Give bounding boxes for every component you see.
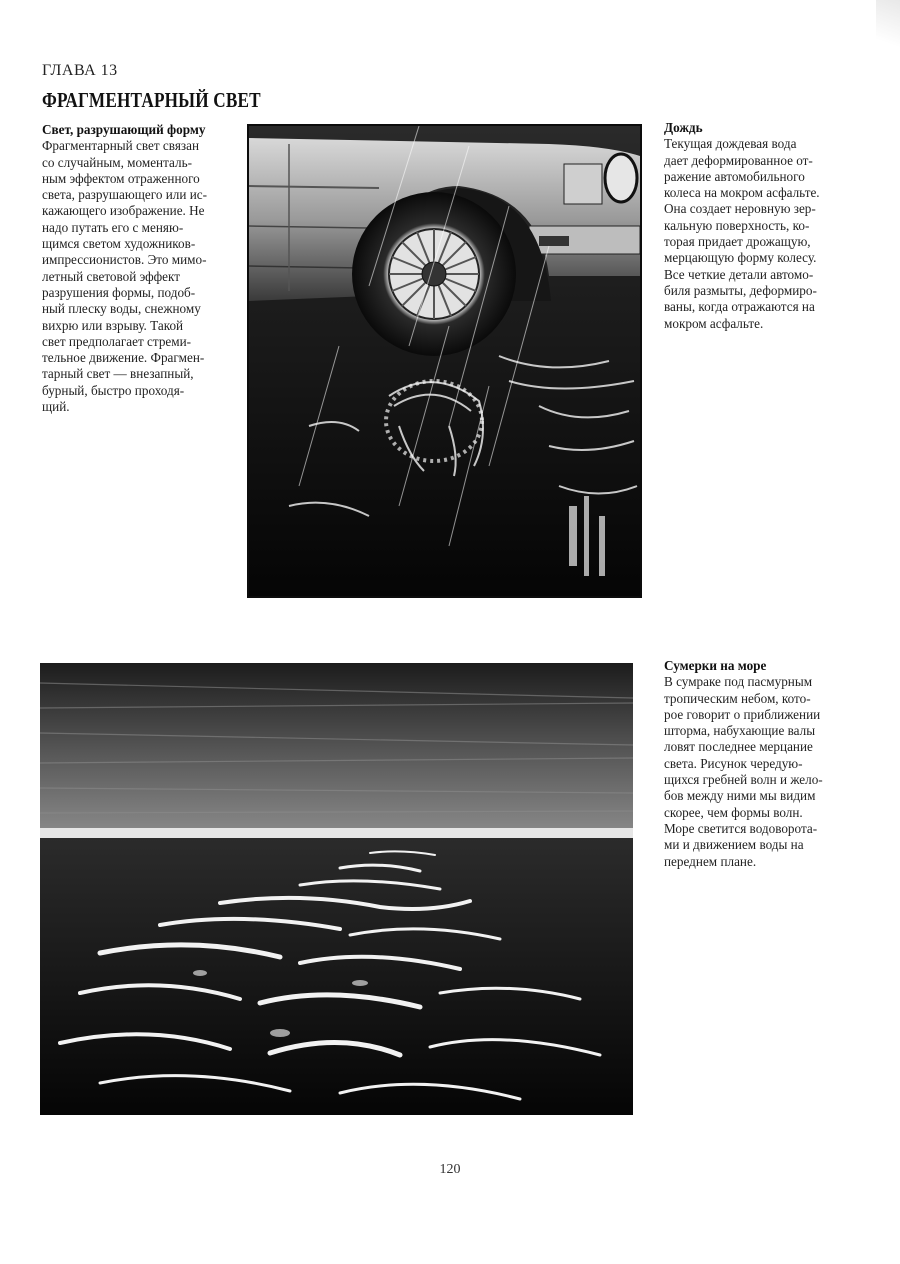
sea-line: ми и движением воды на xyxy=(664,837,804,853)
rain-line: Все четкие детали автомо- xyxy=(664,266,814,282)
sea-line: Море светится водоворота- xyxy=(664,820,818,836)
rain-line: колеса на мокром асфальте. xyxy=(664,185,820,201)
rain-line: ражение автомобильного xyxy=(664,168,805,184)
intro-line: ный плеску воды, снежному xyxy=(42,301,201,317)
chapter-title: ФРАГМЕНТАРНЫЙ СВЕТ xyxy=(42,88,261,112)
intro-line: свет предполагает стреми- xyxy=(42,333,192,349)
rain-line: мокром асфальте. xyxy=(664,315,764,331)
intro-line: со случайным, моменталь- xyxy=(42,154,192,170)
rain-line: торая придает дрожащую, xyxy=(664,234,811,250)
rain-line: дает деформированное от- xyxy=(664,152,813,168)
intro-line: тельное движение. Фрагмен- xyxy=(42,350,205,366)
rain-line: ваны, когда отражаются на xyxy=(664,299,815,315)
chapter-label: ГЛАВА 13 xyxy=(42,62,118,79)
intro-heading: Свет, разрушающий форму xyxy=(42,122,206,137)
rain-line: Она создает неровную зер- xyxy=(664,201,816,217)
intro-line: щимся светом художников- xyxy=(42,236,196,252)
intro-line: вихрю или взрыву. Такой xyxy=(42,317,184,333)
rain-line: мерцающую форму колесу. xyxy=(664,250,817,266)
sea-text-block xyxy=(664,658,864,870)
page-edge-shade xyxy=(876,0,900,60)
sea-heading: Сумерки на море xyxy=(664,658,767,673)
page-number: 120 xyxy=(439,1162,461,1177)
sea-twilight-illustration xyxy=(40,663,633,1115)
rain-text-block xyxy=(664,120,864,332)
intro-line: разрушения формы, подоб- xyxy=(42,284,196,300)
sea-line: света. Рисунок чередую- xyxy=(664,755,803,771)
intro-line: кажающего изображение. Не xyxy=(42,203,205,219)
intro-line: тарный свет — внезапный, xyxy=(42,366,194,382)
rain-line: кальную поверхность, ко- xyxy=(664,217,810,233)
rain-heading: Дождь xyxy=(664,120,703,135)
intro-line: импрессионистов. Это мимо- xyxy=(42,252,207,268)
rain-car-illustration xyxy=(247,124,642,598)
rain-line: биля размыты, деформиро- xyxy=(664,282,817,298)
sea-line: рое говорит о приближении xyxy=(664,706,821,722)
sea-line: шторма, набухающие валы xyxy=(664,723,816,739)
sea-line: щихся гребней волн и жело- xyxy=(664,772,823,788)
sea-line: переднем плане. xyxy=(664,853,757,869)
sea-line: бов между ними мы видим xyxy=(664,788,816,804)
sea-line: ловят последнее мерцание xyxy=(664,739,813,755)
intro-line: бурный, быстро проходя- xyxy=(42,382,185,398)
sea-line: скорее, чем формы волн. xyxy=(664,804,803,820)
intro-line: надо путать его с меняю- xyxy=(42,219,184,235)
intro-line: ным эффектом отраженного xyxy=(42,170,200,186)
intro-line: летный световой эффект xyxy=(42,268,181,284)
rain-line: Текущая дождевая вода xyxy=(664,136,797,152)
intro-text-block xyxy=(42,122,242,415)
sea-line: В сумраке под пасмурным xyxy=(664,674,813,690)
intro-line: щий. xyxy=(42,399,70,415)
intro-line: Фрагментарный свет связан xyxy=(42,138,200,154)
sea-line: тропическим небом, кото- xyxy=(664,690,811,706)
intro-line: света, разрушающего или ис- xyxy=(42,187,208,203)
